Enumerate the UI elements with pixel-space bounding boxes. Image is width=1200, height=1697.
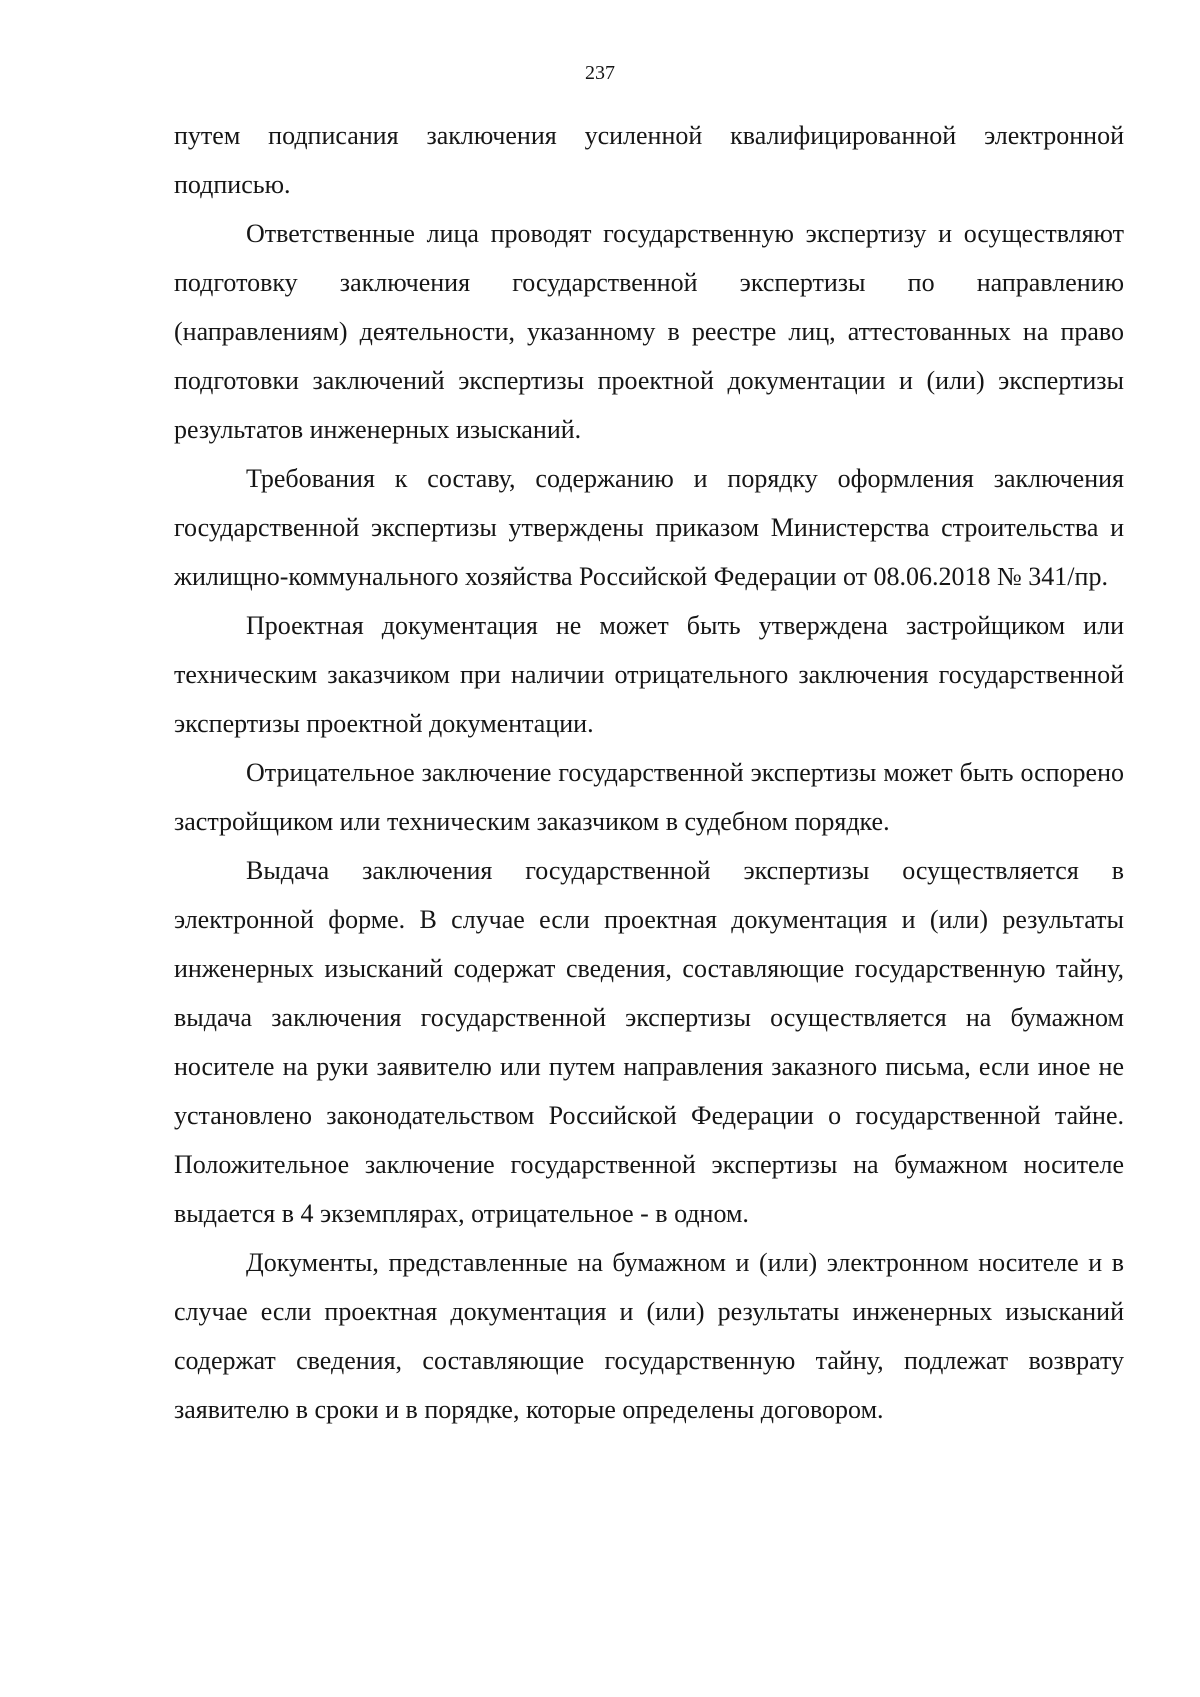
paragraph-continuation: путем подписания заключения усиленной квалифицированной электронной подписью. — [174, 121, 1124, 199]
paragraph-documents-return: Документы, представленные на бумажном и (или) электронном носителе и в случае если проектная документация и (или) результаты инженерных изысканий содержат сведения, составляющие государственную тайну, подлежат возврату заявителю в сроки и в порядке, которые определены договором. — [174, 1248, 1124, 1424]
paragraph-issuance: Выдача заключения государственной экспертизы осуществляется в электронной форме. В случае если проектная документация и (или) результаты инженерных изысканий содержат сведения, составляющие государственную тайну, выдача заключения государственной экспертизы осуществляется на бумажном носителе на руки заявителю или путем направления заказного письма, если иное не установлено законодательством Российской Федерации о государственной тайне. Положительное заключение государственной экспертизы на бумажном носителе выдается в 4 экземплярах, отрицательное - в одном. — [174, 856, 1124, 1228]
paragraph-project-documentation: Проектная документация не может быть утверждена застройщиком или техническим заказчиком при наличии отрицательного заключения государственной экспертизы проектной документации. — [174, 611, 1124, 738]
document-body — [174, 111, 1124, 1434]
paragraph-requirements: Требования к составу, содержанию и порядку оформления заключения государственной экспертизы утверждены приказом Министерства строительства и жилищно-коммунального хозяйства Российской Федерации от 08.06.2018 № 341/пр. — [174, 464, 1124, 591]
paragraph-negative-conclusion: Отрицательное заключение государственной экспертизы может быть оспорено застройщиком или техническим заказчиком в судебном порядке. — [174, 758, 1124, 836]
page-number: 237 — [585, 62, 615, 84]
paragraph-responsible-persons: Ответственные лица проводят государственную экспертизу и осуществляют подготовку заключения государственной экспертизы по направлению (направлениям) деятельности, указанному в реестре лиц, аттестованных на право подготовки заключений экспертизы проектной документации и (или) экспертизы результатов инженерных изысканий. — [174, 219, 1124, 444]
